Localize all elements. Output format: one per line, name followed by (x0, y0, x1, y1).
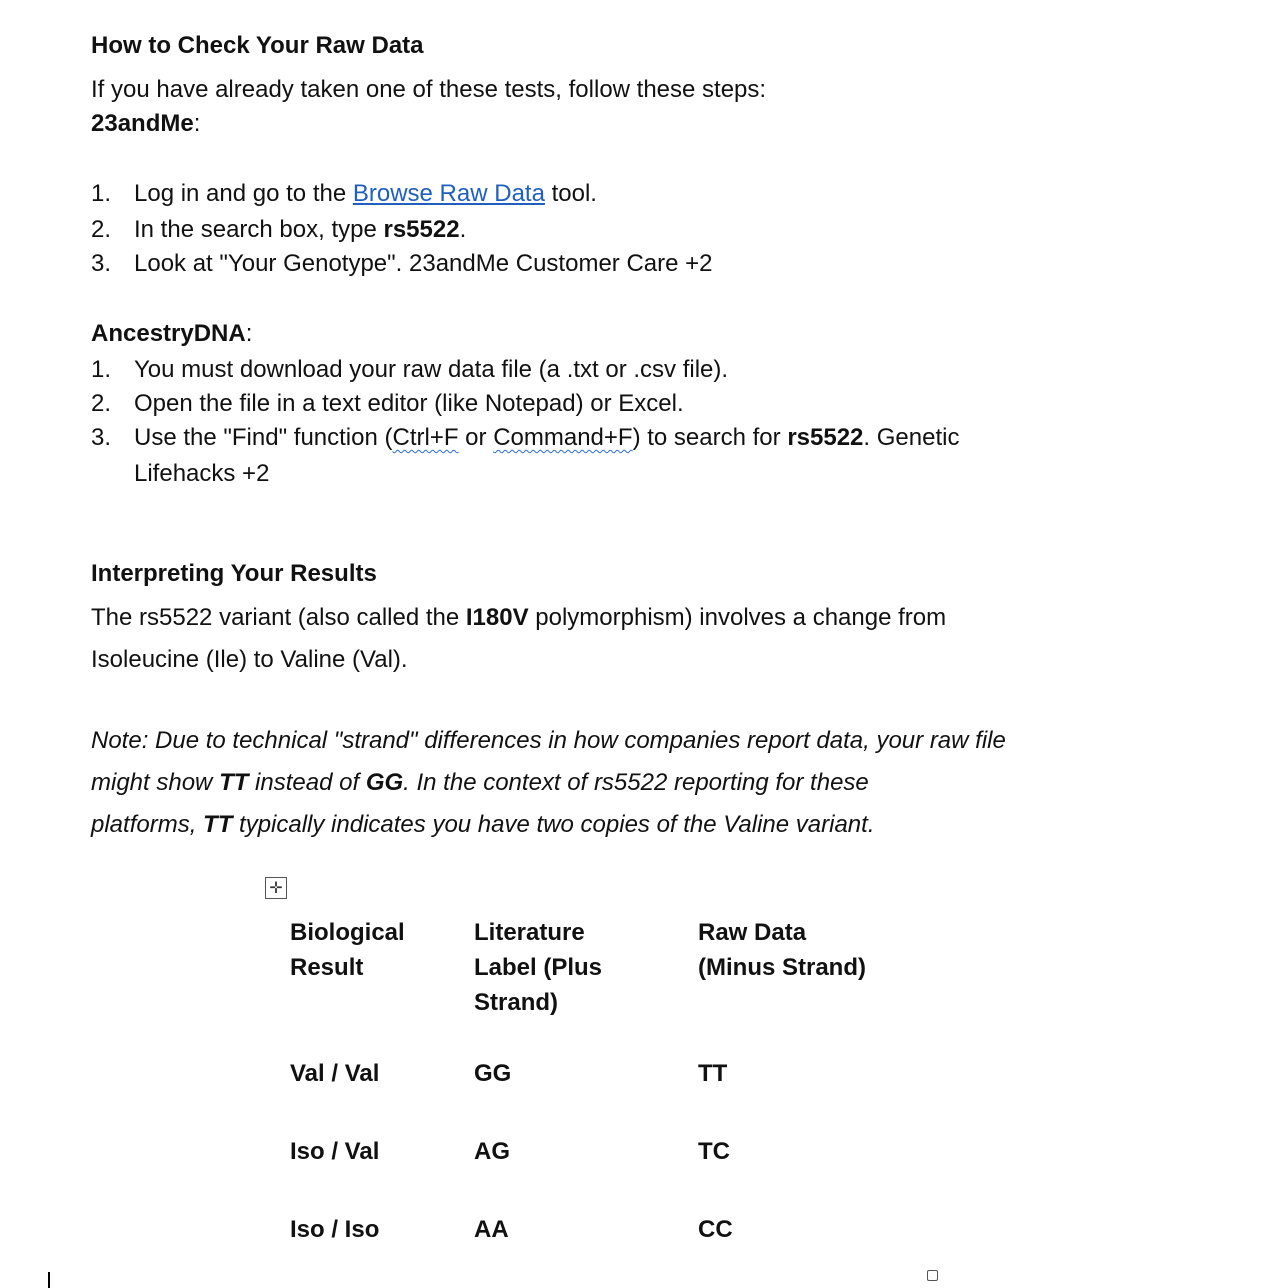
table-cell: AA (474, 1216, 509, 1243)
table-cell: TC (698, 1138, 730, 1165)
table-cell: GG (474, 1060, 512, 1087)
colon: : (193, 110, 201, 137)
step-text: or (458, 424, 494, 451)
header-cell (698, 915, 938, 1056)
list-number: 3. (91, 424, 112, 451)
genotype-bold: TT (219, 769, 249, 796)
table-cell: Iso / Val (290, 1138, 380, 1165)
note-line: Note: Due to technical "strand" differences in how companies report data, your raw file (91, 727, 1006, 754)
text: typically indicates you have two copies of the Valine variant. (232, 811, 875, 838)
genotype-table (290, 915, 938, 1252)
provider-23andme-label (91, 110, 200, 138)
intro-text: If you have already taken one of these tests, follow these steps: (91, 76, 767, 103)
step-text: tool. (544, 180, 597, 207)
step-text: In the search box, type (134, 216, 384, 243)
table-cell: CC (698, 1216, 733, 1243)
table-cell: AG (474, 1138, 510, 1165)
text: . In the context of rs5522 reporting for these (403, 769, 869, 796)
header-text: Biological (290, 919, 405, 946)
list-number: 2. (91, 390, 112, 417)
colon: : (245, 320, 253, 347)
step-text: Open the file in a text editor (like Notepad) or Excel. (134, 390, 684, 417)
text: platforms, (91, 811, 204, 838)
text: might show (91, 769, 220, 796)
rsid-bold: rs5522 (383, 216, 460, 243)
step-text: You must download your raw data file (a .txt or .csv file). (134, 356, 729, 383)
list-number: 1. (91, 356, 112, 383)
header-cell (474, 915, 698, 1056)
table-cell: TT (698, 1060, 728, 1087)
header-text: Label (Plus (474, 954, 603, 981)
spellcheck-underlined-text[interactable]: Command+F (493, 424, 633, 451)
table-row (290, 1056, 938, 1134)
list-item (91, 356, 728, 384)
note-line (91, 762, 1191, 804)
header-text: Result (290, 954, 364, 981)
provider-name: 23andMe (91, 110, 194, 137)
step-text-wrapped: Lifehacks +2 (134, 460, 270, 487)
note-line (91, 804, 1191, 846)
step-text: Use the "Find" function ( (134, 424, 393, 451)
text-cursor (48, 1272, 50, 1288)
list-item (91, 180, 597, 208)
table-header-row (290, 915, 938, 1056)
variant-bold: I180V (465, 604, 529, 631)
step-text: . (459, 216, 467, 243)
list-item (91, 424, 960, 487)
paragraph-line (91, 604, 946, 632)
header-text: Raw Data (698, 919, 807, 946)
header-text: (Minus Strand) (698, 954, 866, 981)
provider-name: AncestryDNA (91, 320, 246, 347)
table-resize-handle-icon[interactable] (927, 1270, 938, 1281)
spellcheck-underlined-text[interactable]: Ctrl+F (392, 424, 459, 451)
heading-check-raw-data: How to Check Your Raw Data (91, 32, 424, 59)
strand-note (91, 720, 1191, 846)
provider-ancestry-label (91, 320, 252, 348)
list-number: 1. (91, 180, 112, 207)
list-item (91, 250, 713, 278)
table-cell: Val / Val (290, 1060, 380, 1087)
list-number: 2. (91, 216, 112, 243)
text: polymorphism) involves a change from (528, 604, 947, 631)
table-row (290, 1134, 938, 1212)
header-text: Literature (474, 919, 585, 946)
table-row (290, 1212, 938, 1252)
genotype-bold: GG (365, 769, 404, 796)
step-text: . Genetic (863, 424, 960, 451)
header-cell (290, 915, 474, 1056)
text: The rs5522 variant (also called the (91, 604, 466, 631)
text: instead of (248, 769, 366, 796)
list-number: 3. (91, 250, 112, 277)
list-item (91, 216, 466, 244)
step-text: Look at "Your Genotype". 23andMe Customer Care +2 (134, 250, 713, 277)
paragraph-line: Isoleucine (Ile) to Valine (Val). (91, 646, 408, 673)
table-cell: Iso / Iso (290, 1216, 380, 1243)
step-text: Log in and go to the (134, 180, 353, 207)
heading-interpreting-results: Interpreting Your Results (91, 560, 377, 587)
genotype-bold: TT (203, 811, 233, 838)
table-move-handle-icon[interactable]: ✛ (265, 877, 287, 899)
rsid-bold: rs5522 (787, 424, 864, 451)
header-text: Strand) (474, 989, 558, 1016)
list-item (91, 390, 684, 418)
browse-raw-data-link[interactable]: Browse Raw Data (352, 180, 545, 207)
step-text: ) to search for (632, 424, 788, 451)
